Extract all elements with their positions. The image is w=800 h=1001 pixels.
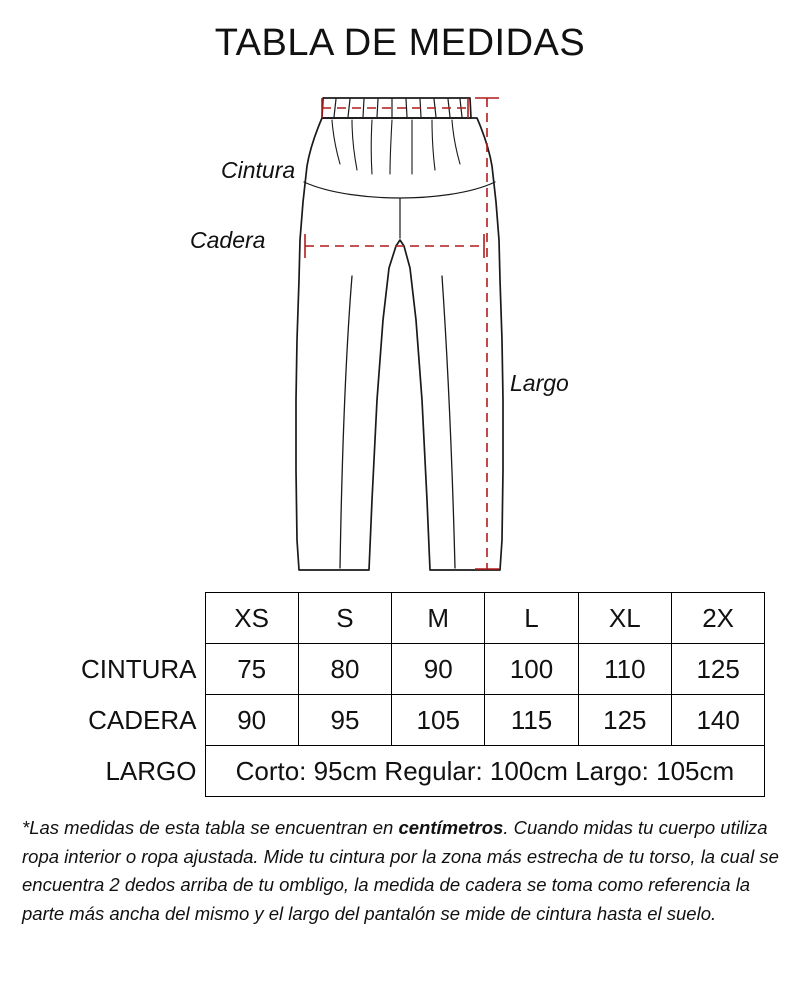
cell-cintura-l: 100: [485, 644, 578, 695]
pants-diagram: [0, 70, 800, 590]
hip-curve: [304, 182, 495, 198]
footnote-part2: . Cuando midas tu cuerpo utiliza ropa interior o ropa ajustada. Mide tu cintura por la zona más estrecha de tu torso, la cual se encuentra 2 dedos arriba de tu ombligo, la medida de cadera se toma como referencia la parte más ancha del mismo y el largo del pantalón se mide de cintura hasta el suelo.: [22, 817, 779, 925]
column-header-s: S: [298, 593, 391, 644]
right-leg-crease: [442, 276, 455, 568]
column-header-2x: 2X: [671, 593, 764, 644]
footnote-emphasis: centímetros: [398, 817, 504, 838]
column-header-xs: XS: [205, 593, 298, 644]
column-header-m: M: [392, 593, 485, 644]
left-leg-crease: [340, 276, 352, 568]
cell-cadera-xs: 90: [205, 695, 298, 746]
table-header-row: [36, 593, 765, 644]
cell-cintura-m: 90: [392, 644, 485, 695]
cell-cadera-l: 115: [485, 695, 578, 746]
row-label-cadera: CADERA: [36, 695, 205, 746]
pants-technical-drawing-svg: [0, 70, 800, 590]
cell-cintura-2x: 125: [671, 644, 764, 695]
measurements-table: [36, 592, 765, 797]
label-largo: Largo: [510, 370, 569, 396]
pants-outline: [296, 118, 503, 570]
table-corner-cell: [36, 593, 205, 644]
measurements-table-wrapper: [36, 592, 765, 797]
cell-cadera-2x: 140: [671, 695, 764, 746]
cell-cintura-s: 80: [298, 644, 391, 695]
cell-cintura-xs: 75: [205, 644, 298, 695]
footnote: [22, 814, 782, 929]
column-header-l: L: [485, 593, 578, 644]
cell-cadera-xl: 125: [578, 695, 671, 746]
label-cadera: Cadera: [190, 227, 266, 253]
label-cintura: Cintura: [221, 157, 296, 183]
cell-cadera-m: 105: [392, 695, 485, 746]
page-title: TABLA DE MEDIDAS: [214, 22, 586, 64]
row-label-cintura: CINTURA: [36, 644, 205, 695]
measure-guides: [305, 98, 499, 569]
cell-cadera-s: 95: [298, 695, 391, 746]
cell-largo-options: Corto: 95cm Regular: 100cm Largo: 105cm: [205, 746, 765, 797]
cell-cintura-xl: 110: [578, 644, 671, 695]
gather-lines: [332, 120, 460, 174]
table-row: [36, 644, 765, 695]
row-label-largo: LARGO: [36, 746, 205, 797]
table-row: [36, 746, 765, 797]
table-row: [36, 695, 765, 746]
footnote-part1: *Las medidas de esta tabla se encuentran en: [22, 817, 399, 838]
column-header-xl: XL: [578, 593, 671, 644]
